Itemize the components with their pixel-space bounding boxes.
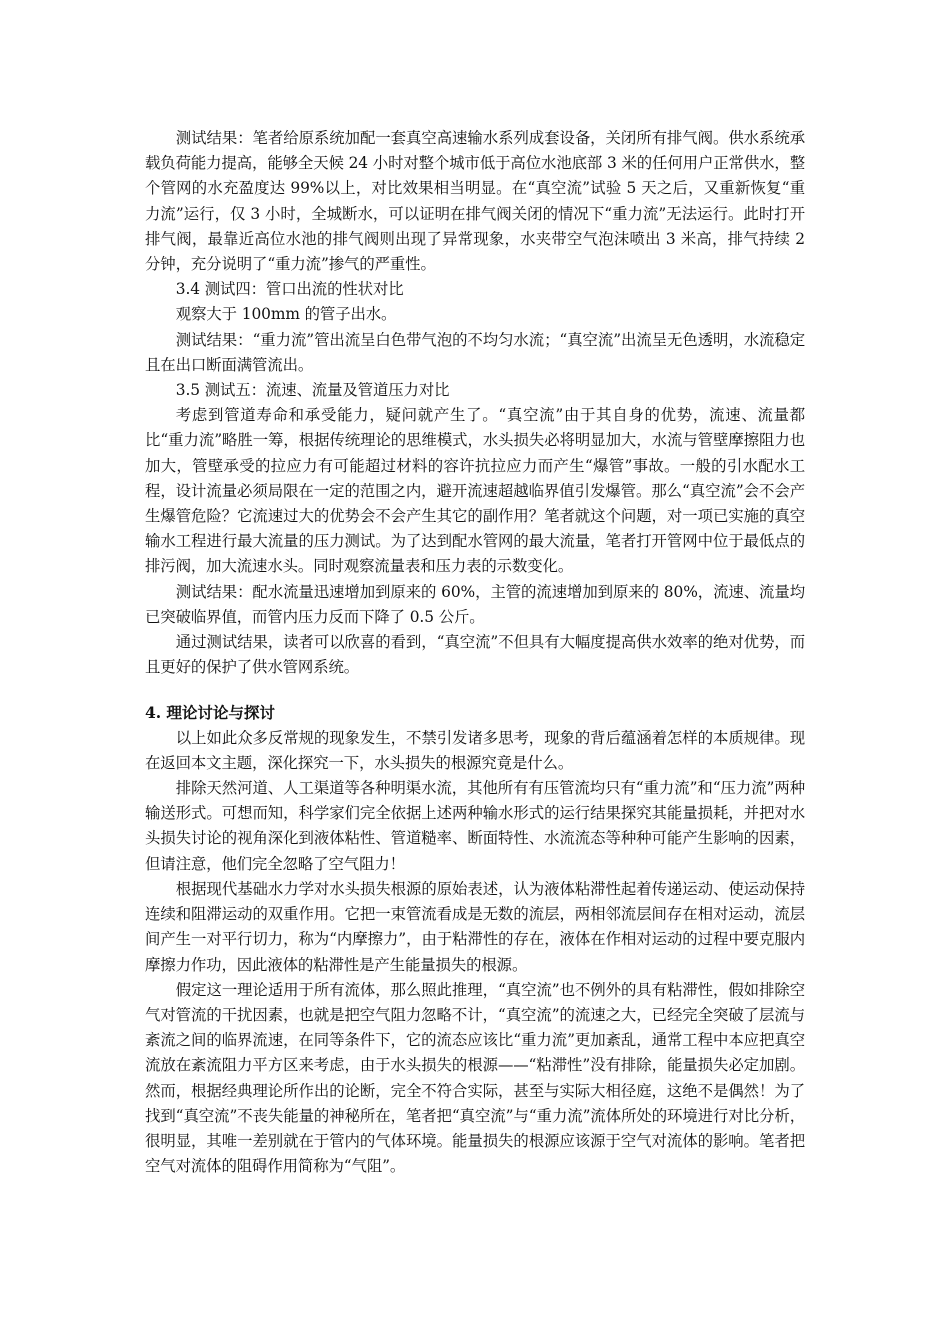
test4-result-paragraph: 测试结果：“重力流”管出流呈白色带气泡的不均匀水流；“真空流”出流呈无色透明，水流稳定且在出口断面满管流出。 [145,330,805,374]
test5-description-paragraph: 考虑到管道寿命和承受能力，疑问就产生了。“真空流”由于其自身的优势，流速、流量都比“重力流”略胜一筹，根据传统理论的思维模式，水头损失必将明显加大，水流与管壁摩擦阻力也加大，管壁承受的拉应力有可能超过材料的容许抗拉应力而产生“爆管”事故。一般的引水配水工程，设计流量必须局限在一定的范围之内，避开流速超越临界值引发爆管。那么“真空流”会不会产生爆管危险？它流速过大的优势会不会产生其它的副作用？笔者就这个问题，对一项已实施的真空输水工程进行最大流量的压力测试。为了达到配水管网的最大流量，笔者打开管网中位于最低点的排污阀，加大流速水头。同时观察流量表和压力表的示数变化。 [145,406,805,576]
document-page [145,126,805,1179]
test3-result-paragraph: 测试结果：笔者给原系统加配一套真空高速输水系列成套设备，关闭所有排气阀。供水系统承载负荷能力提高，能够全天候 24 小时对整个城市低于高位水池底部 3 米的任何用户正常供水，整个管网的水充盈度达 99%以上，对比效果相当明显。在“真空流”试验 5 天之后，又重新恢复“重力流”运行，仅 3 小时，全城断水，可以证明在排气阀关闭的情况下“重力流”无法运行。此时打开排气阀，最靠近高位水池的排气阀则出现了异常现象，水夹带空气泡沫喷出 3 米高，排气持续 2 分钟，充分说明了“重力流”掺气的严重性。 [145,129,805,274]
section-4-paragraph: 根据现代基础水力学对水头损失根源的原始表述，认为液体粘滞性起着传递运动、使运动保持连续和阻滞运动的双重作用。它把一束管流看成是无数的流层，两相邻流层间存在相对运动，流层间产生一对平行切力，称为“内摩擦力”，由于粘滞性的存在，液体在作相对运动的过程中要克服内摩擦力作功，因此液体的粘滞性是产生能量损失的根源。 [145,879,805,974]
section-4-paragraph: 假定这一理论适用于所有流体，那么照此推理，“真空流”也不例外的具有粘滞性，假如排除空气对管流的干扰因素，也就是把空气阻力忽略不计，“真空流”的流速之大，已经完全突破了层流与紊流之间的临界流速，在同等条件下，它的流态应该比“重力流”更加紊乱，通常工程中本应把真空流放在紊流阻力平方区来考虑，由于水头损失的根源——“粘滞性”没有排除，能量损失必定加剧。然而，根据经典理论所作出的论断，完全不符合实际，甚至与实际大相径庭，这绝不是偶然！为了找到“真空流”不丧失能量的神秘所在，笔者把“真空流”与“重力流”流体所处的环境进行对比分析，很明显，其唯一差别就在于管内的气体环境。能量损失的根源应该源于空气对流体的影响。笔者把空气对流体的阻碍作用简称为“气阻”。 [145,980,805,1176]
test5-result-paragraph: 测试结果：配水流量迅速增加到原来的 60%，主管的流速增加到原来的 80%，流速、流量均已突破临界值，而管内压力反而下降了 0.5 公斤。 [145,582,805,626]
section-4-paragraph: 排除天然河道、人工渠道等各种明渠水流，其他所有有压管流均只有“重力流”和“压力流”两种输送形式。可想而知，科学家们完全依据上述两种输水形式的运行结果探究其能量损耗，并把对水头损失讨论的视角深化到液体粘性、管道糙率、断面特性、水流流态等种种可能产生影响的因素，但请注意，他们完全忽略了空气阻力！ [145,779,805,873]
section-4-paragraph: 以上如此众多反常规的现象发生，不禁引发诸多思考，现象的背后蕴涵着怎样的本质规律。现在返回本文主题，深化探究一下，水头损失的根源究竟是什么。 [145,728,805,772]
test-conclusion-paragraph: 通过测试结果，读者可以欣喜的看到，“真空流”不但具有大幅度提高供水效率的绝对优势，而且更好的保护了供水管网系统。 [145,633,805,677]
test4-observation: 观察大于 100mm 的管子出水。 [175,305,397,324]
section-4-heading: 4. 理论讨论与探讨 [145,703,275,723]
test5-subheading: 3.5 测试五：流速、流量及管道压力对比 [175,381,450,400]
test4-subheading: 3.4 测试四：管口出流的性状对比 [175,280,404,299]
